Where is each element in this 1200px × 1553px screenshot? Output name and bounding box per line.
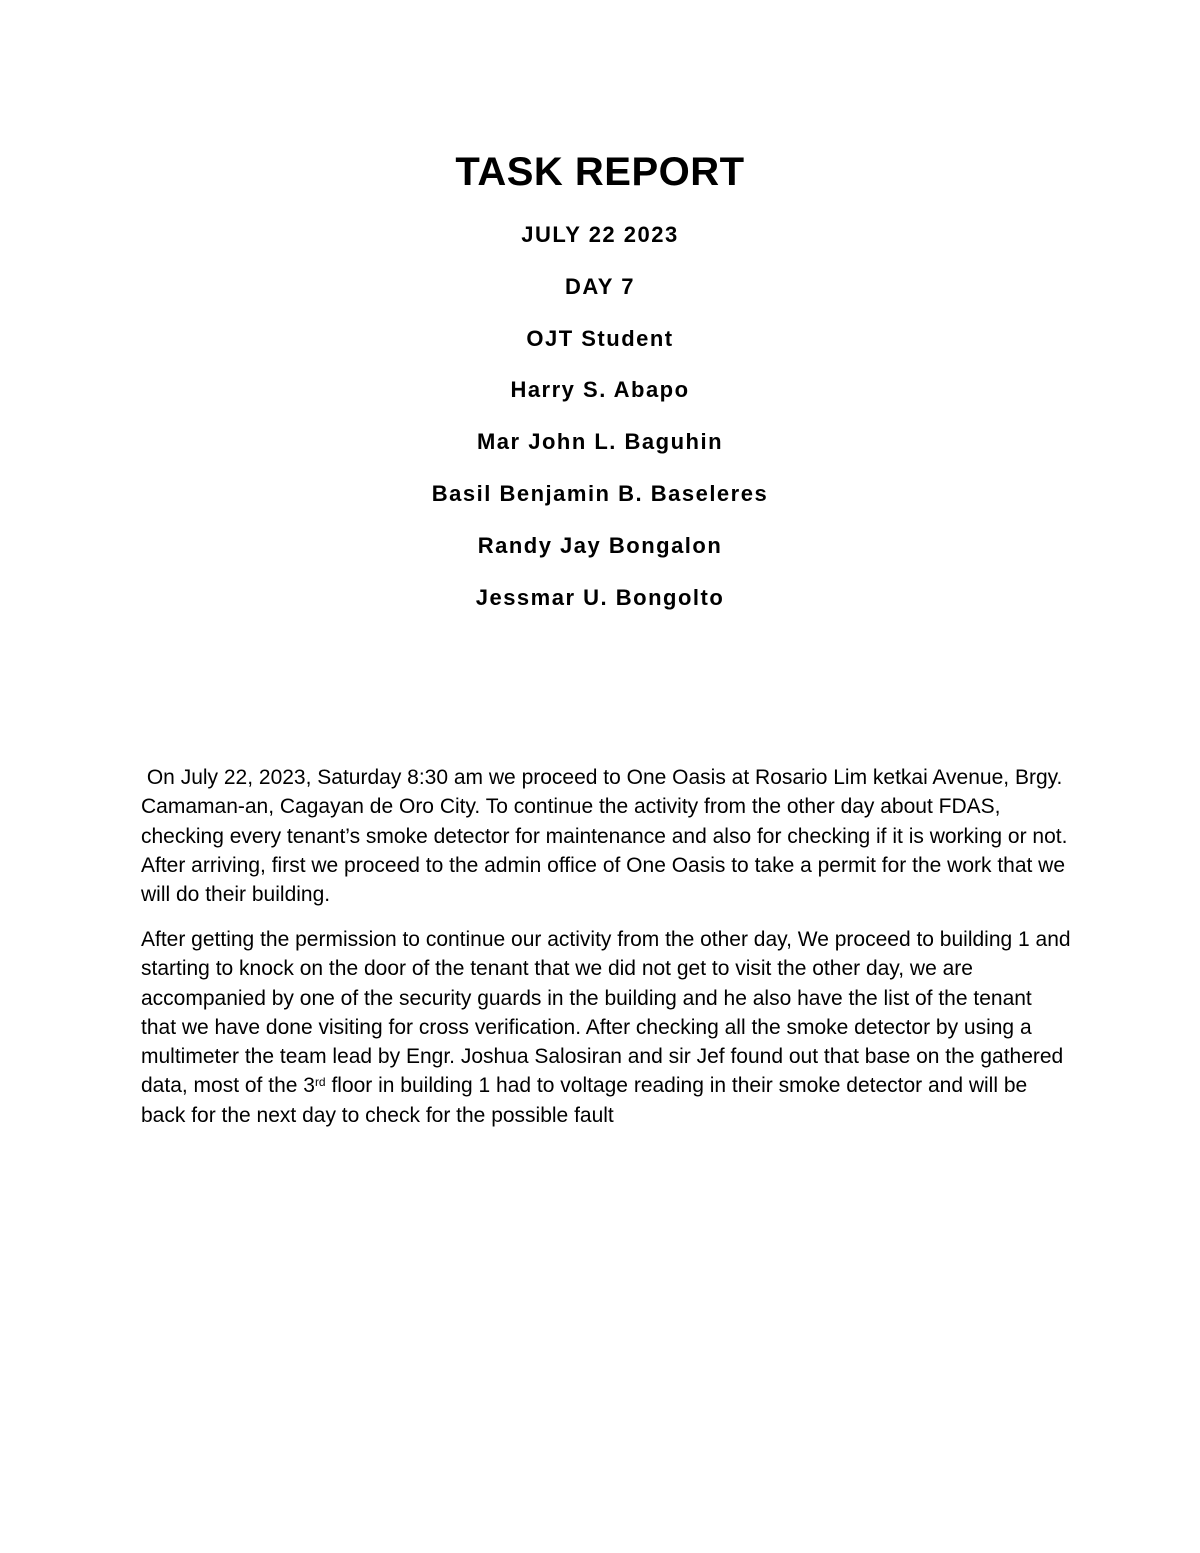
student-role: OJT Student: [526, 326, 674, 351]
paragraph-2-text: After getting the permission to continue our activity from the other day, We proceed to building 1 and starting to knock on the door of the tenant that we did not get to visit the other day, we are accompanied by one of the security guards in the building and he also have the list of the tenant that we have done visiting for cross verification. After checking all the smoke detector by using a multimeter the team lead by Engr. Joshua Salosiran and sir Jef found out that base on the gathered data, most of the 3: [141, 928, 1071, 1098]
student-name: Jessmar U. Bongolto: [475, 585, 725, 610]
paragraph-2-text-continued: floor in building 1 had to voltage reading in their smoke detector and will be back for the next day to check for the possible fault: [141, 1074, 1028, 1127]
report-day: DAY 7: [565, 274, 635, 299]
body-paragraph-2: [141, 925, 1071, 1130]
student-name: Mar John L. Baguhin: [476, 429, 724, 454]
student-name: Randy Jay Bongalon: [477, 533, 723, 558]
ordinal-suffix: rd: [314, 1075, 326, 1090]
body-paragraph-1: On July 22, 2023, Saturday 8:30 am we proceed to One Oasis at Rosario Lim ketkai Avenue, Brgy. Camaman-an, Cagayan de Oro City. To continue the activity from the other day about FDAS, checking every tenant’s smoke detector for maintenance and also for checking if it is working or not. After arriving, first we proceed to the admin office of One Oasis to take a permit for the work that we will do their building.: [141, 766, 1073, 907]
student-name: Harry S. Abapo: [510, 377, 690, 402]
student-name: Basil Benjamin B. Baseleres: [431, 481, 769, 506]
report-title: TASK REPORT: [455, 150, 745, 194]
report-date: JULY 22 2023: [521, 222, 679, 247]
